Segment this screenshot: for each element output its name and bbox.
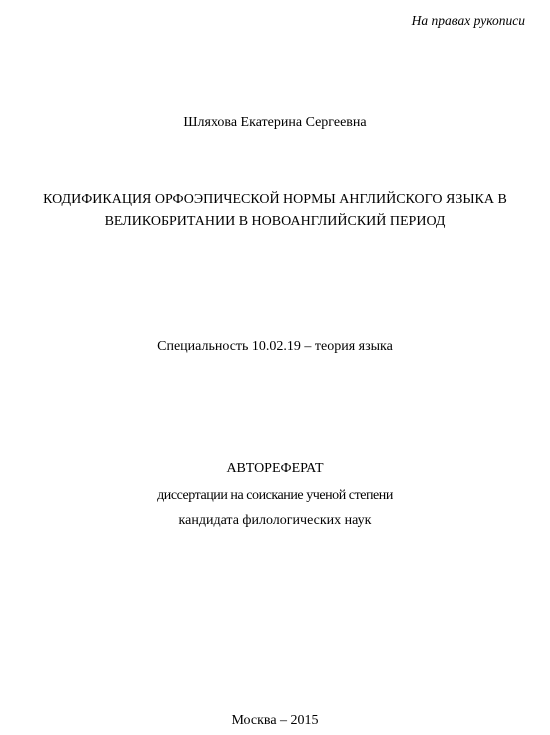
document-description-line-2: кандидата филологических наук: [178, 513, 372, 528]
document-description-line-1: диссертации на соискание ученой степени: [157, 488, 393, 503]
title-line-2: ВЕЛИКОБРИТАНИИ В НОВОАНГЛИЙСКИЙ ПЕРИОД: [104, 214, 446, 229]
manuscript-rights-note: На правах рукописи: [411, 13, 525, 28]
document-type: АВТОРЕФЕРАТ: [226, 461, 324, 476]
author-name: Шляхова Екатерина Сергеевна: [183, 115, 367, 130]
specialty-code: Специальность 10.02.19 – теория языка: [157, 339, 393, 354]
dissertation-title: [20, 189, 530, 233]
city-year: Москва – 2015: [231, 713, 319, 728]
title-line-1: КОДИФИКАЦИЯ ОРФОЭПИЧЕСКОЙ НОРМЫ АНГЛИЙСКОГО ЯЗЫКА В: [43, 192, 507, 207]
